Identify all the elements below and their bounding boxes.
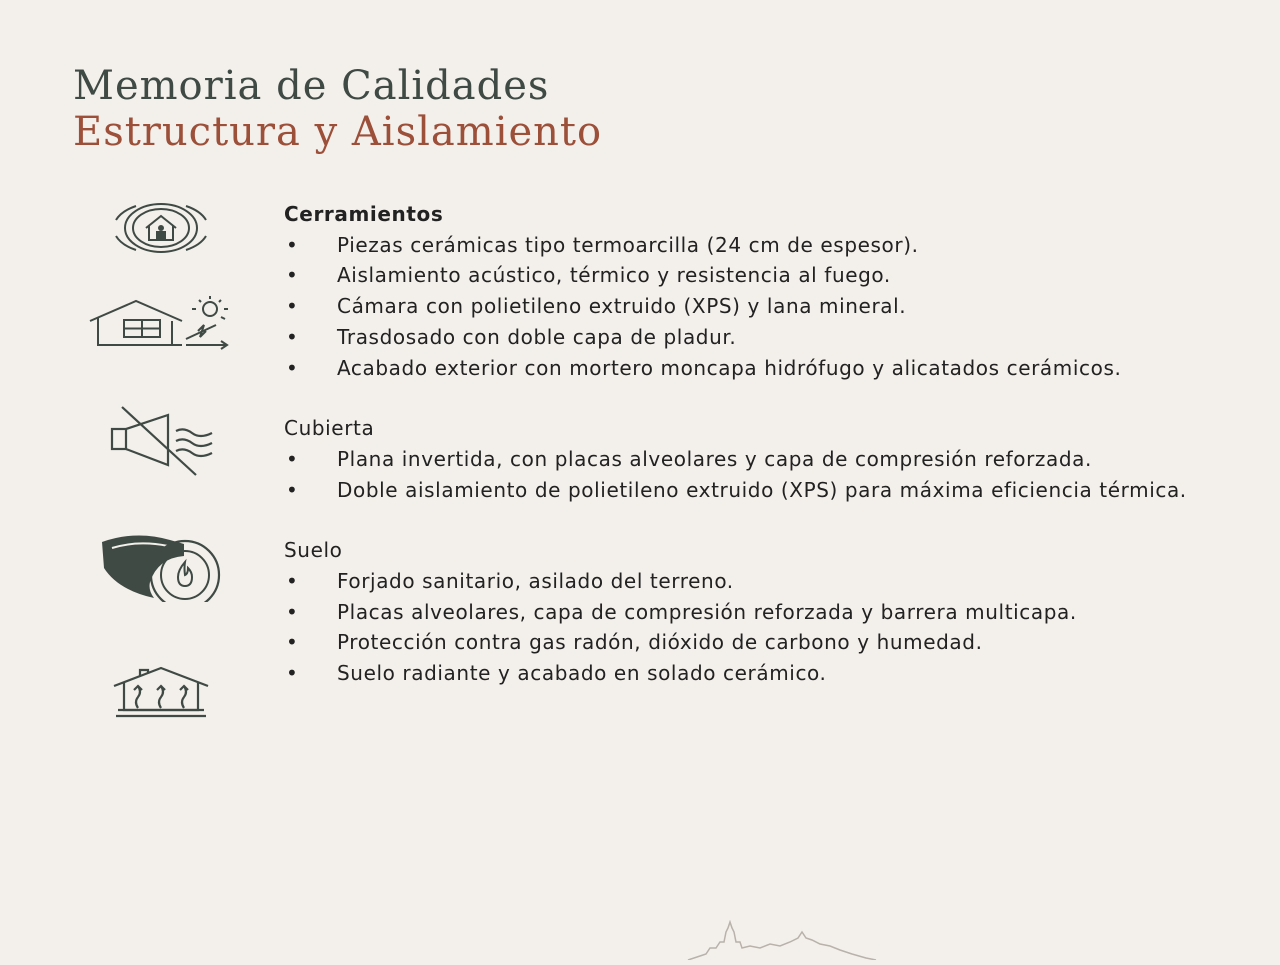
list-item: • Placas alveolares, capa de compresión reforzada y barrera multicapa.	[284, 597, 1274, 628]
section-title: Cerramientos	[284, 202, 444, 226]
section-title: Cubierta	[284, 416, 375, 441]
list-item: • Piezas cerámicas tipo termoarcilla (24 cm de espesor).	[284, 230, 1274, 261]
list-item: • Plana invertida, con placas alveolares y capa de compresión reforzada.	[284, 444, 1274, 475]
bullet-list	[284, 566, 1274, 689]
list-item: • Trasdosado con doble capa de pladur.	[284, 322, 1274, 353]
icon-column	[0, 0, 260, 960]
city-skyline-icon	[680, 918, 880, 965]
list-item: • Doble aislamiento de polietileno extruido (XPS) para máxima eficiencia térmica.	[284, 475, 1274, 506]
house-solar-icon	[86, 295, 241, 353]
section-cerramientos	[284, 199, 1274, 383]
section-title: Suelo	[284, 538, 343, 563]
list-item: • Aislamiento acústico, térmico y resistencia al fuego.	[284, 260, 1274, 291]
qualities-content	[284, 199, 1274, 689]
list-item: • Forjado sanitario, asilado del terreno.	[284, 566, 1274, 597]
fire-shield-icon	[98, 532, 228, 602]
underfloor-heating-icon	[110, 664, 212, 720]
page-title: Memoria de Calidades	[73, 63, 550, 109]
page-subtitle: Estructura y Aislamiento	[73, 109, 603, 155]
bullet-list	[284, 444, 1274, 505]
section-suelo	[284, 535, 1274, 689]
bullet-list	[284, 230, 1274, 384]
list-item: • Cámara con polietileno extruido (XPS) y lana mineral.	[284, 291, 1274, 322]
list-item: • Suelo radiante y acabado en solado cerámico.	[284, 658, 1274, 689]
sound-insulation-icon	[108, 403, 218, 479]
list-item: • Acabado exterior con mortero moncapa hidrófugo y alicatados cerámicos.	[284, 353, 1197, 384]
house-target-icon	[106, 198, 216, 258]
section-cubierta	[284, 413, 1274, 505]
list-item: • Protección contra gas radón, dióxido de carbono y humedad.	[284, 627, 1274, 658]
